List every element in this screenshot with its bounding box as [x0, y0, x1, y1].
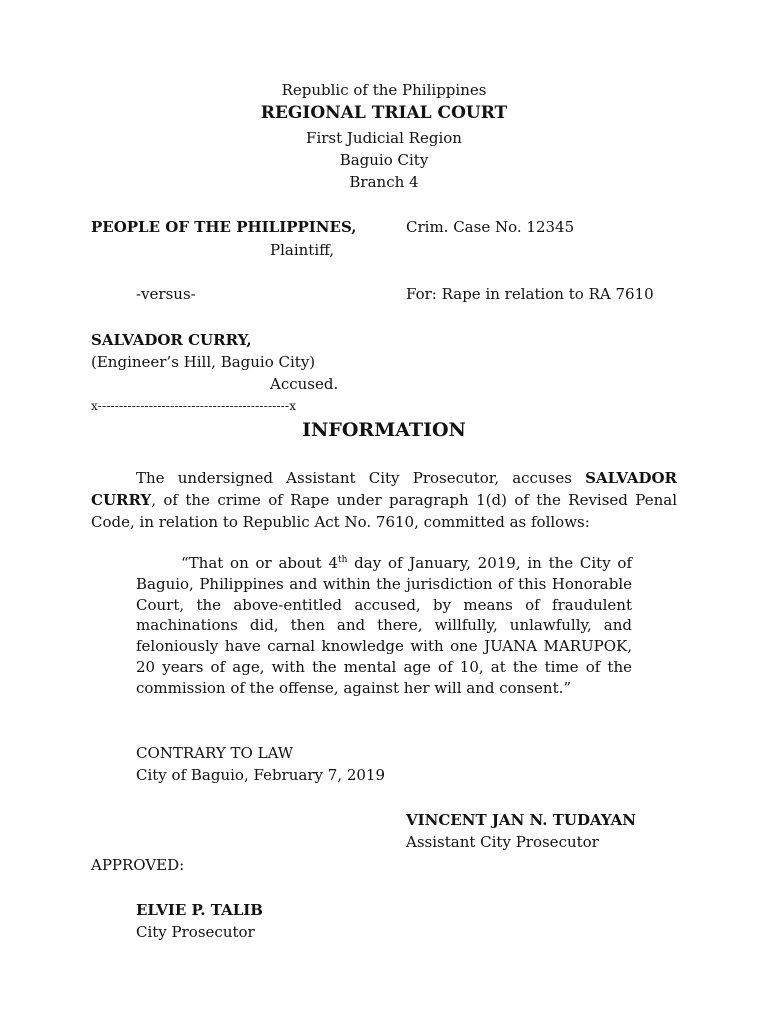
allegation-text-2: day of January, 2019, in the City of Baguio, Philippines and within the jurisdiction of this Honorable Court, the above-entitled accused, by means of fraudulent machinations did, then and there, willfully, unlawfully, and feloniously have carnal knowledge with one JUANA MARUPOK, 20 years of age, with the mental age of 10, at the time of the commission of the offense, against her will and consent.” [136, 554, 633, 697]
contrary-to-law: CONTRARY TO LAW [136, 744, 294, 762]
versus-label: -versus- [136, 285, 196, 303]
document-title: INFORMATION [302, 419, 466, 441]
intro-text-2: , of the crime of Rape under paragraph 1(d) of the Revised Penal Code, in relation to Republic Act No. 7610, committed as follows: [91, 491, 677, 531]
accused-address: (Engineer’s Hill, Baguio City) [91, 353, 316, 371]
signatory-title: Assistant City Prosecutor [406, 833, 599, 851]
plaintiff-name: PEOPLE OF THE PHILIPPINES, [91, 218, 357, 236]
allegation-superscript: th [338, 555, 348, 565]
header-city: Baguio City [339, 151, 429, 169]
header-region: First Judicial Region [306, 129, 462, 147]
approver-name: ELVIE P. TALIB [136, 901, 263, 919]
accused-role: Accused. [270, 375, 339, 393]
intro-text-1: The undersigned Assistant City Prosecutor, accuses [136, 469, 586, 487]
charge-label: For: Rape in relation to RA 7610 [406, 285, 654, 303]
allegation-paragraph [136, 553, 632, 699]
case-number: Crim. Case No. 12345 [406, 218, 575, 236]
intro-accused-name: SALVADOR CURRY [91, 469, 677, 509]
caption-separator: x---------------------------------------------x [91, 399, 297, 413]
header-court: REGIONAL TRIAL COURT [260, 103, 508, 123]
header-branch: Branch 4 [349, 173, 419, 191]
intro-paragraph [91, 467, 677, 533]
signatory-name: VINCENT JAN N. TUDAYAN [406, 811, 636, 829]
approver-title: City Prosecutor [136, 923, 255, 941]
header-republic: Republic of the Philippines [281, 81, 487, 99]
approved-label: APPROVED: [91, 856, 185, 874]
accused-name: SALVADOR CURRY, [91, 331, 252, 349]
plaintiff-role: Plaintiff, [270, 241, 335, 259]
place-date: City of Baguio, February 7, 2019 [136, 766, 385, 784]
allegation-text-1: “That on or about 4 [181, 554, 339, 572]
